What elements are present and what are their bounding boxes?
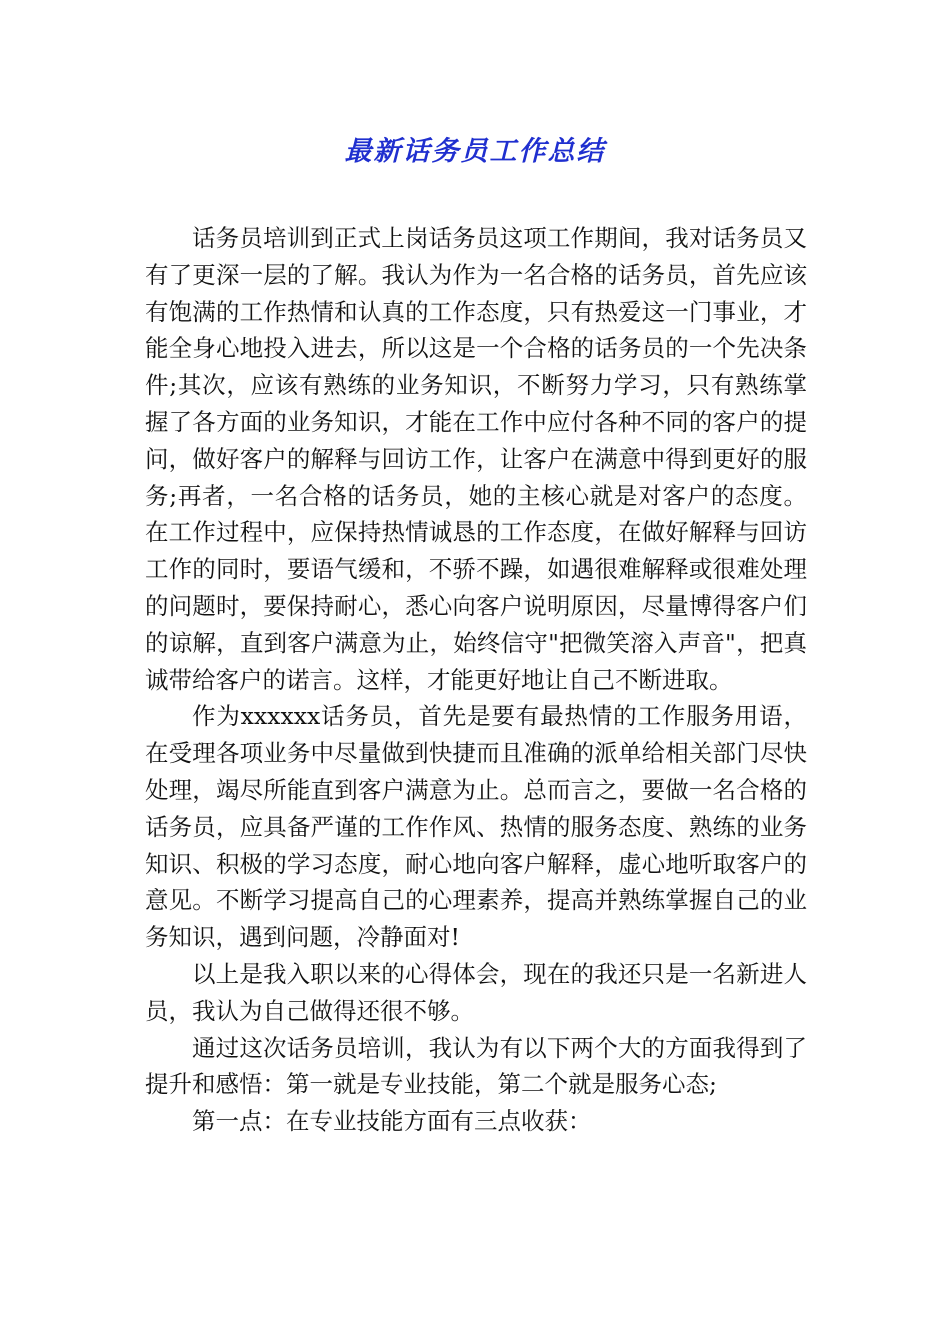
document-title: 最新话务员工作总结 xyxy=(344,136,606,167)
paragraph-4: 通过这次话务员培训，我认为有以下两个大的方面我得到了提升和感悟：第一就是专业技能，第二个就是服务心态; xyxy=(145,1033,807,1099)
document-body xyxy=(145,220,807,1140)
paragraph-5: 第一点：在专业技能方面有三点收获： xyxy=(192,1107,592,1136)
paragraph-1: 话务员培训到正式上岗话务员这项工作期间，我对话务员又有了更深一层的了解。我认为作为一名合格的话务员，首先应该有饱满的工作热情和认真的工作态度，只有热爱这一门事业，才能全身心地投入进去，所以这是一个合格的话务员的一个先决条件;其次，应该有熟练的业务知识，不断努力学习，只有熟练掌握了各方面的业务知识，才能在工作中应付各种不同的客户的提问，做好客户的解释与回访工作，让客户在满意中得到更好的服务;再者，一名合格的话务员，她的主核心就是对客户的态度。在工作过程中，应保持热情诚恳的工作态度，在做好解释与回访工作的同时，要语气缓和，不骄不躁，如遇很难解释或很难处理的问题时，要保持耐心，悉心向客户说明原因，尽量博得客户们的谅解，直到客户满意为止，始终信守"把微笑溶入声音"，把真诚带给客户的诺言。这样，才能更好地让自己不断进取。 xyxy=(145,224,807,694)
paragraph-3: 以上是我入职以来的心得体会，现在的我还只是一名新进人员，我认为自己做得还很不够。 xyxy=(145,959,807,1025)
paragraph-2: 作为xxxxxx话务员，首先是要有最热情的工作服务用语，在受理各项业务中尽量做到快捷而且准确的派单给相关部门尽快处理，竭尽所能直到客户满意为止。总而言之，要做一名合格的话务员，应具备严谨的工作作风、热情的服务态度、熟练的业务知识、积极的学习态度，耐心地向客户解释，虚心地听取客户的意见。不断学习提高自己的心理素养，提高并熟练掌握自己的业务知识，遇到问题，冷静面对! xyxy=(145,702,807,952)
